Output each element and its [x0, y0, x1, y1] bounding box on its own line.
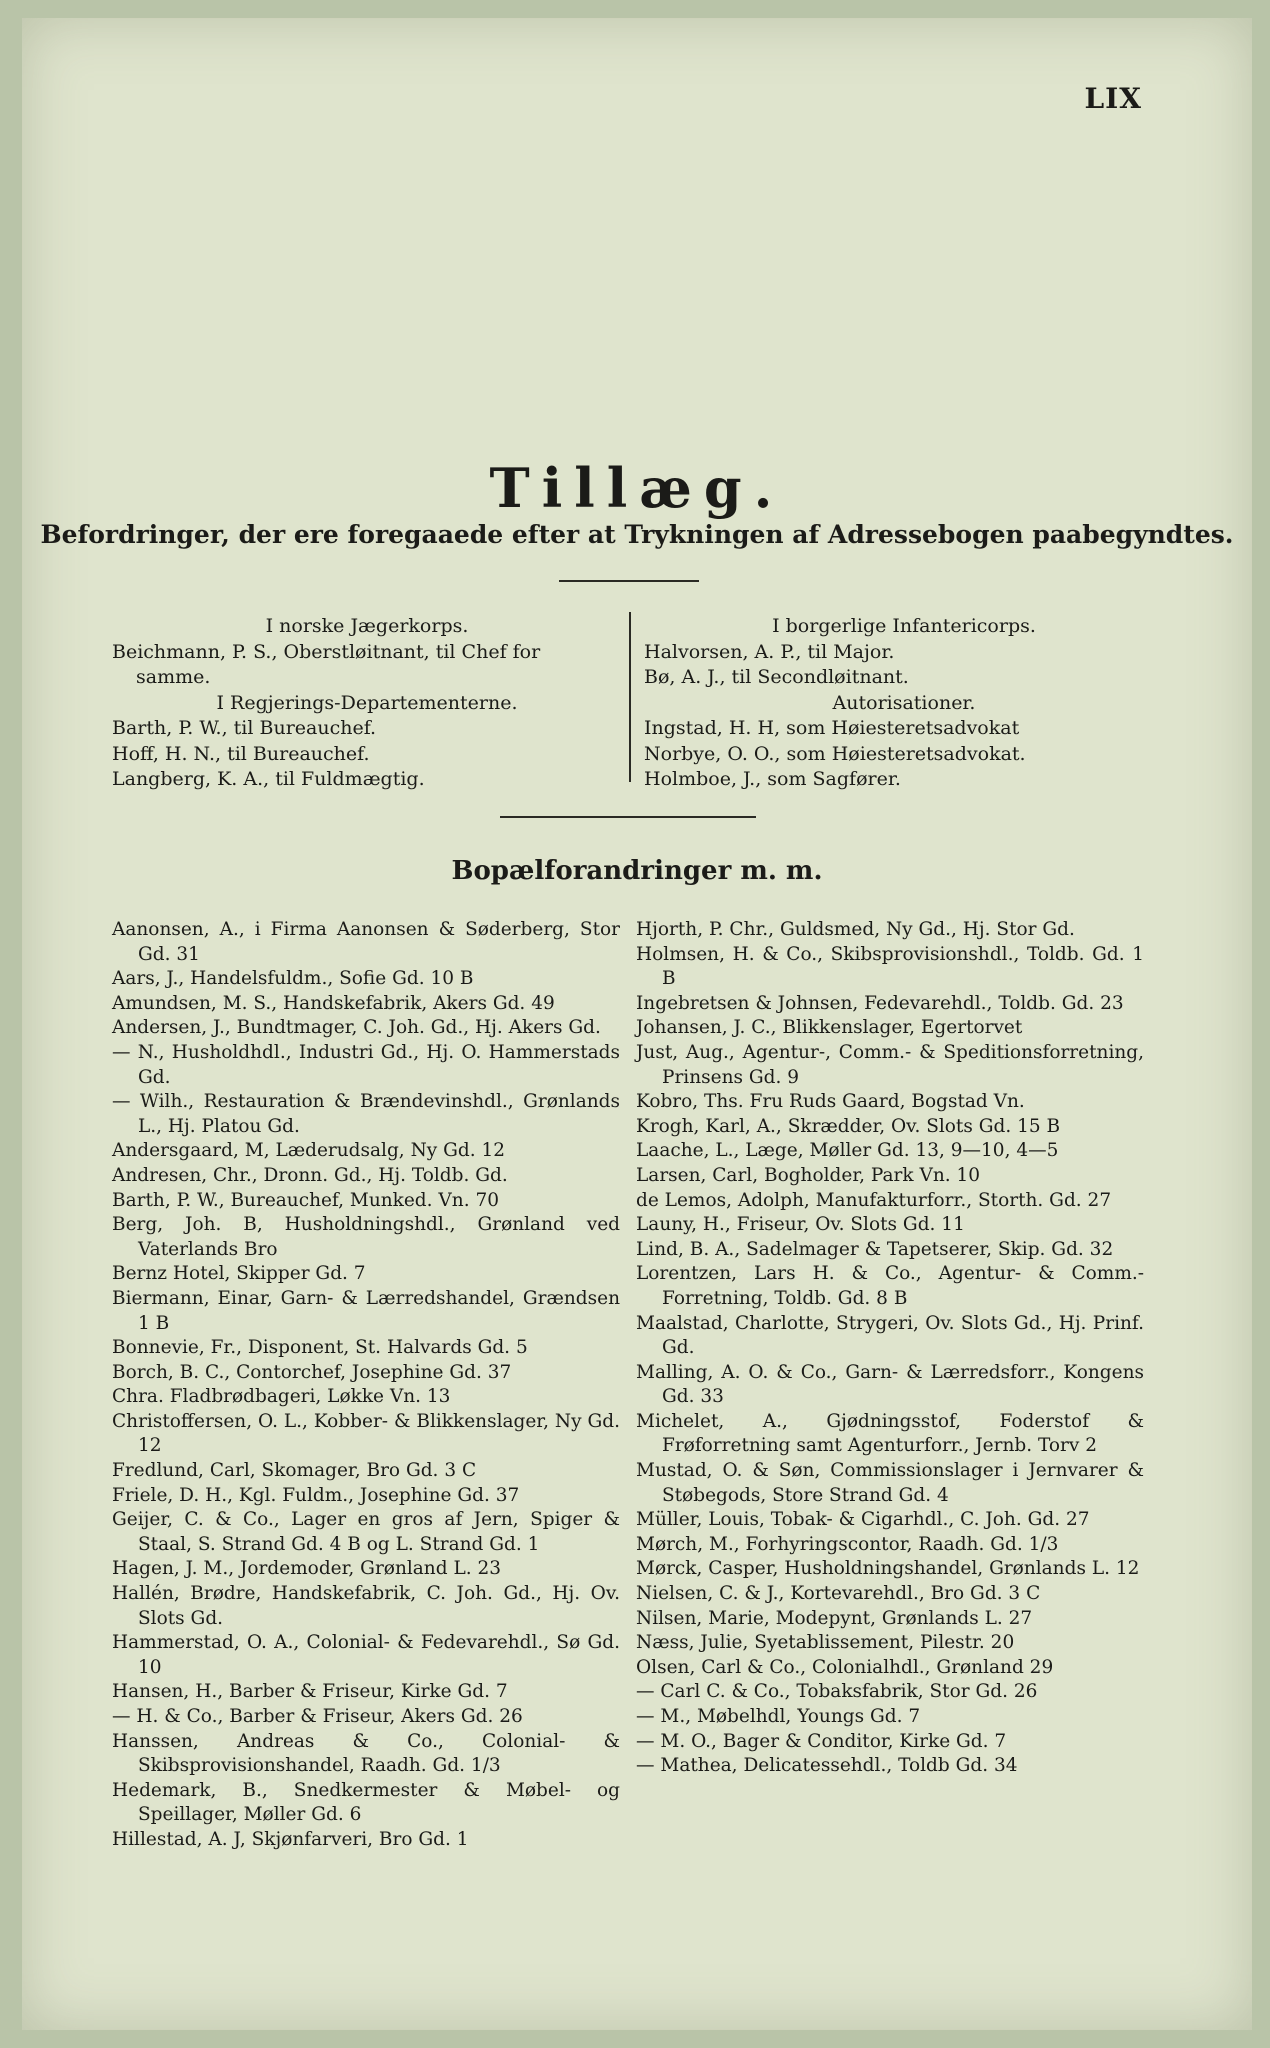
- address-entry-text: Berg, Joh. B, Husholdningshdl., Grønland ved Vaterlands Bro: [112, 1214, 620, 1260]
- address-entry: [112, 967, 620, 992]
- address-entry: [112, 1459, 620, 1484]
- address-entry-text: — Mathea, Delicatessehdl., Toldb Gd. 34: [636, 1755, 1018, 1777]
- address-entry-text: — Carl C. & Co., Tobaksfabrik, Stor Gd. 26: [636, 1681, 1038, 1703]
- address-entry: [636, 1361, 1144, 1410]
- address-entry: [112, 1336, 620, 1361]
- address-entry: [636, 1410, 1144, 1459]
- address-entry: [112, 1016, 620, 1041]
- address-entry: [636, 1115, 1144, 1140]
- address-entry-text: Nilsen, Marie, Modepynt, Grønlands L. 27: [636, 1607, 1033, 1629]
- address-entry-text: Ingebretsen & Johnsen, Fedevarehdl., Toldb. Gd. 23: [636, 992, 1124, 1014]
- address-entry-text: Mustad, O. & Søn, Commissionslager i Jernvarer & Støbegods, Store Strand Gd. 4: [636, 1460, 1144, 1506]
- address-entry: [636, 1090, 1144, 1115]
- address-entry: [112, 1041, 620, 1090]
- address-entry-text: Borch, B. C., Contorchef, Josephine Gd. 37: [112, 1361, 512, 1383]
- section-title: Bopælforandringer m. m.: [451, 856, 823, 886]
- address-entry-text: Lind, B. A., Sadelmager & Tapetserer, Skip. Gd. 32: [636, 1238, 1114, 1260]
- promotion-heading: I norske Jægerkorps.: [265, 615, 469, 637]
- address-entry-text: Hanssen, Andreas & Co., Colonial- & Skibsprovisionshandel, Raadh. Gd. 1/3: [112, 1730, 620, 1777]
- address-entry-text: Larsen, Carl, Bogholder, Park Vn. 10: [636, 1164, 981, 1186]
- address-entry-text: — M., Møbelhdl, Youngs Gd. 7: [636, 1706, 921, 1727]
- address-changes-left-column: [112, 918, 620, 1853]
- address-entry: [636, 992, 1144, 1017]
- address-entry: [636, 1041, 1144, 1090]
- address-entry-text: Malling, A. O. & Co., Garn- & Lærredsforr., Kongens Gd. 33: [636, 1361, 1144, 1408]
- address-entry: [112, 1730, 620, 1779]
- address-entry-text: Nielsen, C. & J., Kortevarehdl., Bro Gd. 3 C: [636, 1583, 1041, 1605]
- promotion-line: Hoff, H. N., til Bureauchef.: [112, 742, 370, 765]
- address-entry-text: Mørch, M., Forhyringscontor, Raadh. Gd. 1/3: [636, 1533, 1059, 1555]
- address-entry: [112, 1779, 620, 1828]
- address-entry-text: — H. & Co., Barber & Friseur, Akers Gd. 26: [112, 1706, 523, 1727]
- address-entry: [636, 1238, 1144, 1263]
- divider-middle: [500, 816, 756, 818]
- address-entry: [636, 1164, 1144, 1189]
- promotion-line: Ingstad, H. H, som Høiesteretsadvokat: [644, 717, 1020, 739]
- promotion-line: Beichmann, P. S., Oberstløitnant, til Chef for: [112, 640, 541, 663]
- address-entry: [112, 1680, 620, 1705]
- address-entry: [112, 1385, 620, 1410]
- address-entry-text: Biermann, Einar, Garn- & Lærredshandel, Grændsen 1 B: [112, 1287, 620, 1334]
- divider-top: [559, 580, 699, 582]
- address-entry-text: Maalstad, Charlotte, Strygeri, Ov. Slots Gd., Hj. Prinf. Gd.: [636, 1312, 1144, 1359]
- address-entry-text: Müller, Louis, Tobak- & Cigarhdl., C. Joh. Gd. 27: [636, 1509, 1090, 1531]
- address-entry: [112, 1287, 620, 1336]
- address-entry: [636, 1459, 1144, 1508]
- address-entry: [636, 1680, 1144, 1705]
- page-title: Tillæg.: [489, 456, 785, 520]
- address-entry: [112, 992, 620, 1017]
- address-entry: [636, 1754, 1144, 1779]
- address-entry-text: Barth, P. W., Bureauchef, Munked. Vn. 70: [112, 1189, 499, 1211]
- address-entry: [636, 918, 1144, 943]
- promotions-left-column: [112, 614, 622, 793]
- address-entry-text: Næss, Julie, Syetablissement, Pilestr. 20: [636, 1632, 1015, 1654]
- address-entry: [112, 1164, 620, 1189]
- address-entry: [636, 1582, 1144, 1607]
- address-entry: [636, 1139, 1144, 1164]
- promotion-line: Langberg, K. A., til Fuldmægtig.: [112, 768, 425, 790]
- address-entry-text: Aanonsen, A., i Firma Aanonsen & Søderberg, Stor Gd. 31: [112, 919, 620, 965]
- address-entry: [112, 1262, 620, 1287]
- address-entry-text: Hammerstad, O. A., Colonial- & Fedevarehdl., Sø Gd. 10: [112, 1632, 620, 1678]
- address-entry-text: Michelet, A., Gjødningsstof, Foderstof & Frøforretning samt Agenturforr., Jernb. Torv 2: [636, 1410, 1144, 1457]
- address-entry-text: Olsen, Carl & Co., Colonialhdl., Grønland 29: [636, 1656, 1054, 1678]
- promotion-line: Bø, A. J., til Secondløitnant.: [644, 666, 909, 688]
- address-entry-text: — Wilh., Restauration & Brændevinshdl., Grønlands L., Hj. Platou Gd.: [112, 1091, 620, 1137]
- address-entry-text: Hagen, J. M., Jordemoder, Grønland L. 23: [112, 1558, 502, 1580]
- address-entry: [636, 1508, 1144, 1533]
- promotion-heading: Autorisationer.: [832, 691, 976, 714]
- address-entry-text: Chra. Fladbrødbageri, Løkke Vn. 13: [112, 1386, 451, 1408]
- address-entry-text: Lorentzen, Lars H. & Co., Agentur- & Comm.-Forretning, Toldb. Gd. 8 B: [636, 1263, 1144, 1309]
- address-entry: [112, 1213, 620, 1262]
- address-entry-text: Just, Aug., Agentur-, Comm.- & Speditionsforretning, Prinsens Gd. 9: [636, 1041, 1144, 1088]
- address-entry: [636, 1189, 1144, 1214]
- address-entry-text: — N., Husholdhdl., Industri Gd., Hj. O. Hammerstads Gd.: [112, 1041, 620, 1088]
- address-entry: [112, 1508, 620, 1557]
- address-entry: [636, 1262, 1144, 1311]
- address-entry: [636, 1656, 1144, 1681]
- address-entry-text: Laache, L., Læge, Møller Gd. 13, 9—10, 4—5: [636, 1140, 1059, 1162]
- promotions-right-column: [644, 614, 1164, 793]
- address-entry: [636, 1607, 1144, 1632]
- address-entry: [112, 1828, 620, 1853]
- address-entry-text: de Lemos, Adolph, Manufakturforr., Storth. Gd. 27: [636, 1189, 1112, 1211]
- address-entry: [112, 1139, 620, 1164]
- address-changes-right-column: [636, 918, 1144, 1779]
- page-number: LIX: [1084, 82, 1142, 115]
- address-entry: [636, 943, 1144, 992]
- address-entry: [636, 1631, 1144, 1656]
- address-entry: [112, 1361, 620, 1386]
- page-subtitle: Befordringer, der ere foregaaede efter at Trykningen af Adressebogen paabegyndtes.: [40, 520, 1234, 549]
- promotion-line: Holmboe, J., som Sagfører.: [644, 768, 901, 790]
- address-entry: [636, 1730, 1144, 1755]
- promotion-heading: I Regjerings-Departementerne.: [216, 691, 518, 714]
- address-entry-text: Amundsen, M. S., Handskefabrik, Akers Gd. 49: [112, 992, 555, 1014]
- address-entry-text: Andersgaard, M, Læderudsalg, Ny Gd. 12: [112, 1140, 506, 1162]
- address-entry-text: Hansen, H., Barber & Friseur, Kirke Gd. 7: [112, 1681, 508, 1703]
- address-entry: [636, 1705, 1144, 1730]
- address-entry-text: Christoffersen, O. L., Kobber- & Blikkenslager, Ny Gd. 12: [112, 1410, 620, 1457]
- address-entry-text: Hillestad, A. J, Skjønfarveri, Bro Gd. 1: [112, 1828, 469, 1850]
- address-entry: [112, 1582, 620, 1631]
- address-entry-text: Launy, H., Friseur, Ov. Slots Gd. 11: [636, 1214, 965, 1236]
- address-entry: [112, 1090, 620, 1139]
- address-entry: [636, 1213, 1144, 1238]
- promotion-line: Barth, P. W., til Bureauchef.: [112, 717, 377, 739]
- address-entry: [112, 918, 620, 967]
- address-entry-text: Hjorth, P. Chr., Guldsmed, Ny Gd., Hj. Stor Gd.: [636, 919, 1075, 940]
- promotion-heading: I borgerlige Infantericorps.: [772, 615, 1036, 637]
- address-entry: [636, 1312, 1144, 1361]
- address-entry-text: Andresen, Chr., Dronn. Gd., Hj. Toldb. Gd.: [112, 1164, 508, 1186]
- address-entry: [636, 1016, 1144, 1041]
- address-entry: [112, 1557, 620, 1582]
- address-entry-text: Geijer, C. & Co., Lager en gros af Jern, Spiger & Staal, S. Strand Gd. 4 B og L. Strand Gd. 1: [112, 1509, 620, 1555]
- address-entry-text: Aars, J., Handelsfuldm., Sofie Gd. 10 B: [112, 968, 474, 990]
- address-entry-text: — M. O., Bager & Conditor, Kirke Gd. 7: [636, 1730, 1007, 1752]
- address-entry-text: Andersen, J., Bundtmager, C. Joh. Gd., Hj. Akers Gd.: [112, 1017, 601, 1039]
- address-entry: [636, 1533, 1144, 1558]
- document-page: [22, 18, 1252, 2030]
- address-entry-text: Bernz Hotel, Skipper Gd. 7: [112, 1263, 366, 1285]
- address-entry: [112, 1410, 620, 1459]
- address-entry-text: Mørck, Casper, Husholdningshandel, Grønlands L. 12: [636, 1558, 1140, 1580]
- address-entry-text: Holmsen, H. & Co., Skibsprovisionshdl., Toldb. Gd. 1 B: [636, 943, 1144, 990]
- column-divider-promotions: [629, 612, 631, 782]
- promotion-line: Halvorsen, A. P., til Major.: [644, 640, 895, 663]
- promotion-line: samme.: [136, 666, 211, 688]
- address-entry-text: Hedemark, B., Snedkermester & Møbel- og Speillager, Møller Gd. 6: [112, 1779, 620, 1826]
- address-entry: [112, 1631, 620, 1680]
- address-entry-text: Friele, D. H., Kgl. Fuldm., Josephine Gd. 37: [112, 1484, 520, 1506]
- address-entry-text: Johansen, J. C., Blikkenslager, Egertorvet: [636, 1017, 1023, 1039]
- address-entry: [636, 1557, 1144, 1582]
- address-entry-text: Krogh, Karl, A., Skrædder, Ov. Slots Gd. 15 B: [636, 1115, 1061, 1137]
- address-entry-text: Bonnevie, Fr., Disponent, St. Halvards Gd. 5: [112, 1337, 528, 1359]
- address-entry: [112, 1484, 620, 1509]
- address-entry: [112, 1705, 620, 1730]
- address-entry: [112, 1189, 620, 1214]
- promotion-line: Norbye, O. O., som Høiesteretsadvokat.: [644, 742, 1026, 765]
- address-entry-text: Hallén, Brødre, Handskefabrik, C. Joh. Gd., Hj. Ov. Slots Gd.: [112, 1583, 620, 1629]
- address-entry-text: Kobro, Ths. Fru Ruds Gaard, Bogstad Vn.: [636, 1091, 1025, 1113]
- address-entry-text: Fredlund, Carl, Skomager, Bro Gd. 3 C: [112, 1460, 477, 1482]
